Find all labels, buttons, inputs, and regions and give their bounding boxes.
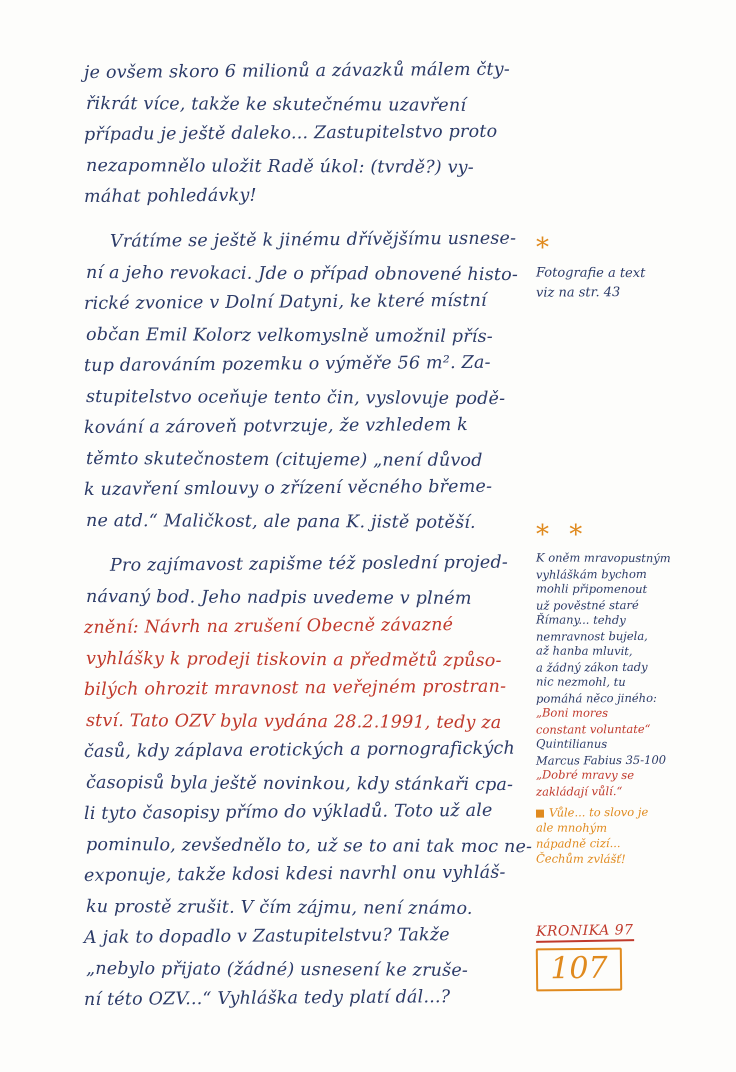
note-quote-line: „Boni mores xyxy=(535,705,609,720)
paragraph-2 xyxy=(83,227,519,537)
text-line: ne atd.“ Maličkost, ale pana K. jistě potěší. xyxy=(85,511,476,533)
text-line-highlight: znění: Návrh na zrušení Obecně závazné xyxy=(83,615,454,638)
main-text-column xyxy=(83,58,533,1030)
text-line: rické zvonice v Dolní Datyni, ke které místní xyxy=(83,290,487,314)
note-comment-text: Vůle... to slovo je xyxy=(548,804,649,820)
note-author-line: Quintilianus xyxy=(535,736,608,751)
text-line: časů, kdy záplava erotických a pornografických xyxy=(83,738,516,762)
note-text-line: pomáhá něco jiného: xyxy=(535,690,657,706)
note-text-line: nic nezmohl, tu xyxy=(535,674,626,689)
note-text-line: už pověstné staré xyxy=(535,597,639,613)
text-line: je ovšem skoro 6 milionů a závazků málem čty- xyxy=(83,59,511,83)
text-line: ní této OZV...“ Vyhláška tedy platí dál...? xyxy=(83,987,451,1010)
text-line: kování a zároveň potvrzuje, že vzhledem k xyxy=(83,414,469,438)
note-quote-translation: zakládají vůlí.“ xyxy=(535,783,623,799)
text-line: řikrát více, takže ke skutečnému uzavření xyxy=(85,94,467,116)
text-line-highlight: bilých ohrozit mravnost na veřejném prostran- xyxy=(83,676,507,700)
page-number: 107 xyxy=(536,948,622,992)
text-line: exponuje, takže kdosi kdesi navrhl onu vyhláš- xyxy=(83,862,506,886)
note-text-line: viz na str. 43 xyxy=(535,285,621,301)
text-line: těmto skutečnostem (citujeme) „není důvod xyxy=(85,449,483,471)
note-text-line: mohli připomenout xyxy=(535,581,648,597)
text-line: Vrátíme se ještě k jinému dřívějšímu usnese- xyxy=(109,228,517,252)
margin-note-first xyxy=(535,233,726,302)
text-line: časopisů byla ještě novinkou, kdy stánkaři cpa- xyxy=(85,773,514,796)
text-line: případu je ještě daleko... Zastupitelstvo proto xyxy=(83,121,498,145)
note-text-line: Římany... tehdy xyxy=(535,612,626,627)
note-comment-line: ale mnohým xyxy=(535,820,608,835)
note-text-line: až hanba mluvit, xyxy=(535,643,633,659)
note-text-line: nemravnost bujela, xyxy=(535,628,648,644)
text-line: „nebylo přijato (žádné) usnesení ke zruše- xyxy=(85,959,469,981)
text-line: A jak to dopadlo v Zastupitelstvu? Takže xyxy=(83,925,450,948)
chronicle-label: KRONIKA 97 xyxy=(536,922,634,943)
paragraph-1 xyxy=(83,58,511,213)
text-line: Pro zajímavost zapišme též poslední projed- xyxy=(109,552,509,576)
note-text-line: Fotografie a text xyxy=(535,265,646,282)
paragraph-3 xyxy=(83,551,533,1016)
text-line: občan Emil Kolorz velkomyslně umožnil přís- xyxy=(85,325,493,347)
text-line: nezapomnělo uložit Radě úkol: (tvrdě?) vy- xyxy=(85,156,474,178)
text-line: návaný bod. Jeho nadpis uvedeme v plném xyxy=(85,587,472,609)
text-line: ní a jeho revokaci. Jde o případ obnovené histo- xyxy=(85,263,519,286)
text-line: tup darováním pozemku o výměře 56 m². Za- xyxy=(83,352,491,376)
margin-note-second xyxy=(535,520,726,867)
note-comment-line: Čechům zvlášť! xyxy=(535,851,626,866)
text-line: pominulo, zevšednělo to, už se to ani tak moc ne- xyxy=(85,835,533,858)
asterisk-marker-icon: * xyxy=(536,233,555,263)
note-text-line: K oněm mravopustným xyxy=(535,550,671,566)
square-bullet-icon xyxy=(536,810,544,818)
note-comment-line xyxy=(536,804,726,821)
text-line: li tyto časopisy přímo do výkladů. Toto už ale xyxy=(83,800,493,824)
text-line-highlight: ství. Tato OZV byla vydána 28.2.1991, tedy za xyxy=(85,711,502,734)
double-asterisk-marker-icon: * * xyxy=(536,520,589,550)
text-line: stupitelstvo oceňuje tento čin, vyslovuje podě- xyxy=(85,387,506,410)
note-quote-translation: „Dobré mravy se xyxy=(535,767,635,783)
page-number-block xyxy=(536,920,636,991)
text-line: máhat pohledávky! xyxy=(83,185,257,207)
note-text-line: a žádný zákon tady xyxy=(535,659,648,675)
note-text-line: vyhláškám bychom xyxy=(535,566,647,582)
text-line-highlight: vyhlášky k prodeji tiskovin a předmětů způso- xyxy=(85,649,502,672)
text-line: k uzavření smlouvy o zřízení věcného břeme- xyxy=(83,476,493,500)
note-comment-line: nápadně cizí... xyxy=(535,836,621,851)
note-quote-line: constant voluntate“ xyxy=(535,721,651,737)
note-author-line: Marcus Fabius 35-100 xyxy=(535,752,667,768)
text-line: ku prostě zrušit. V čím zájmu, není známo. xyxy=(85,897,473,919)
